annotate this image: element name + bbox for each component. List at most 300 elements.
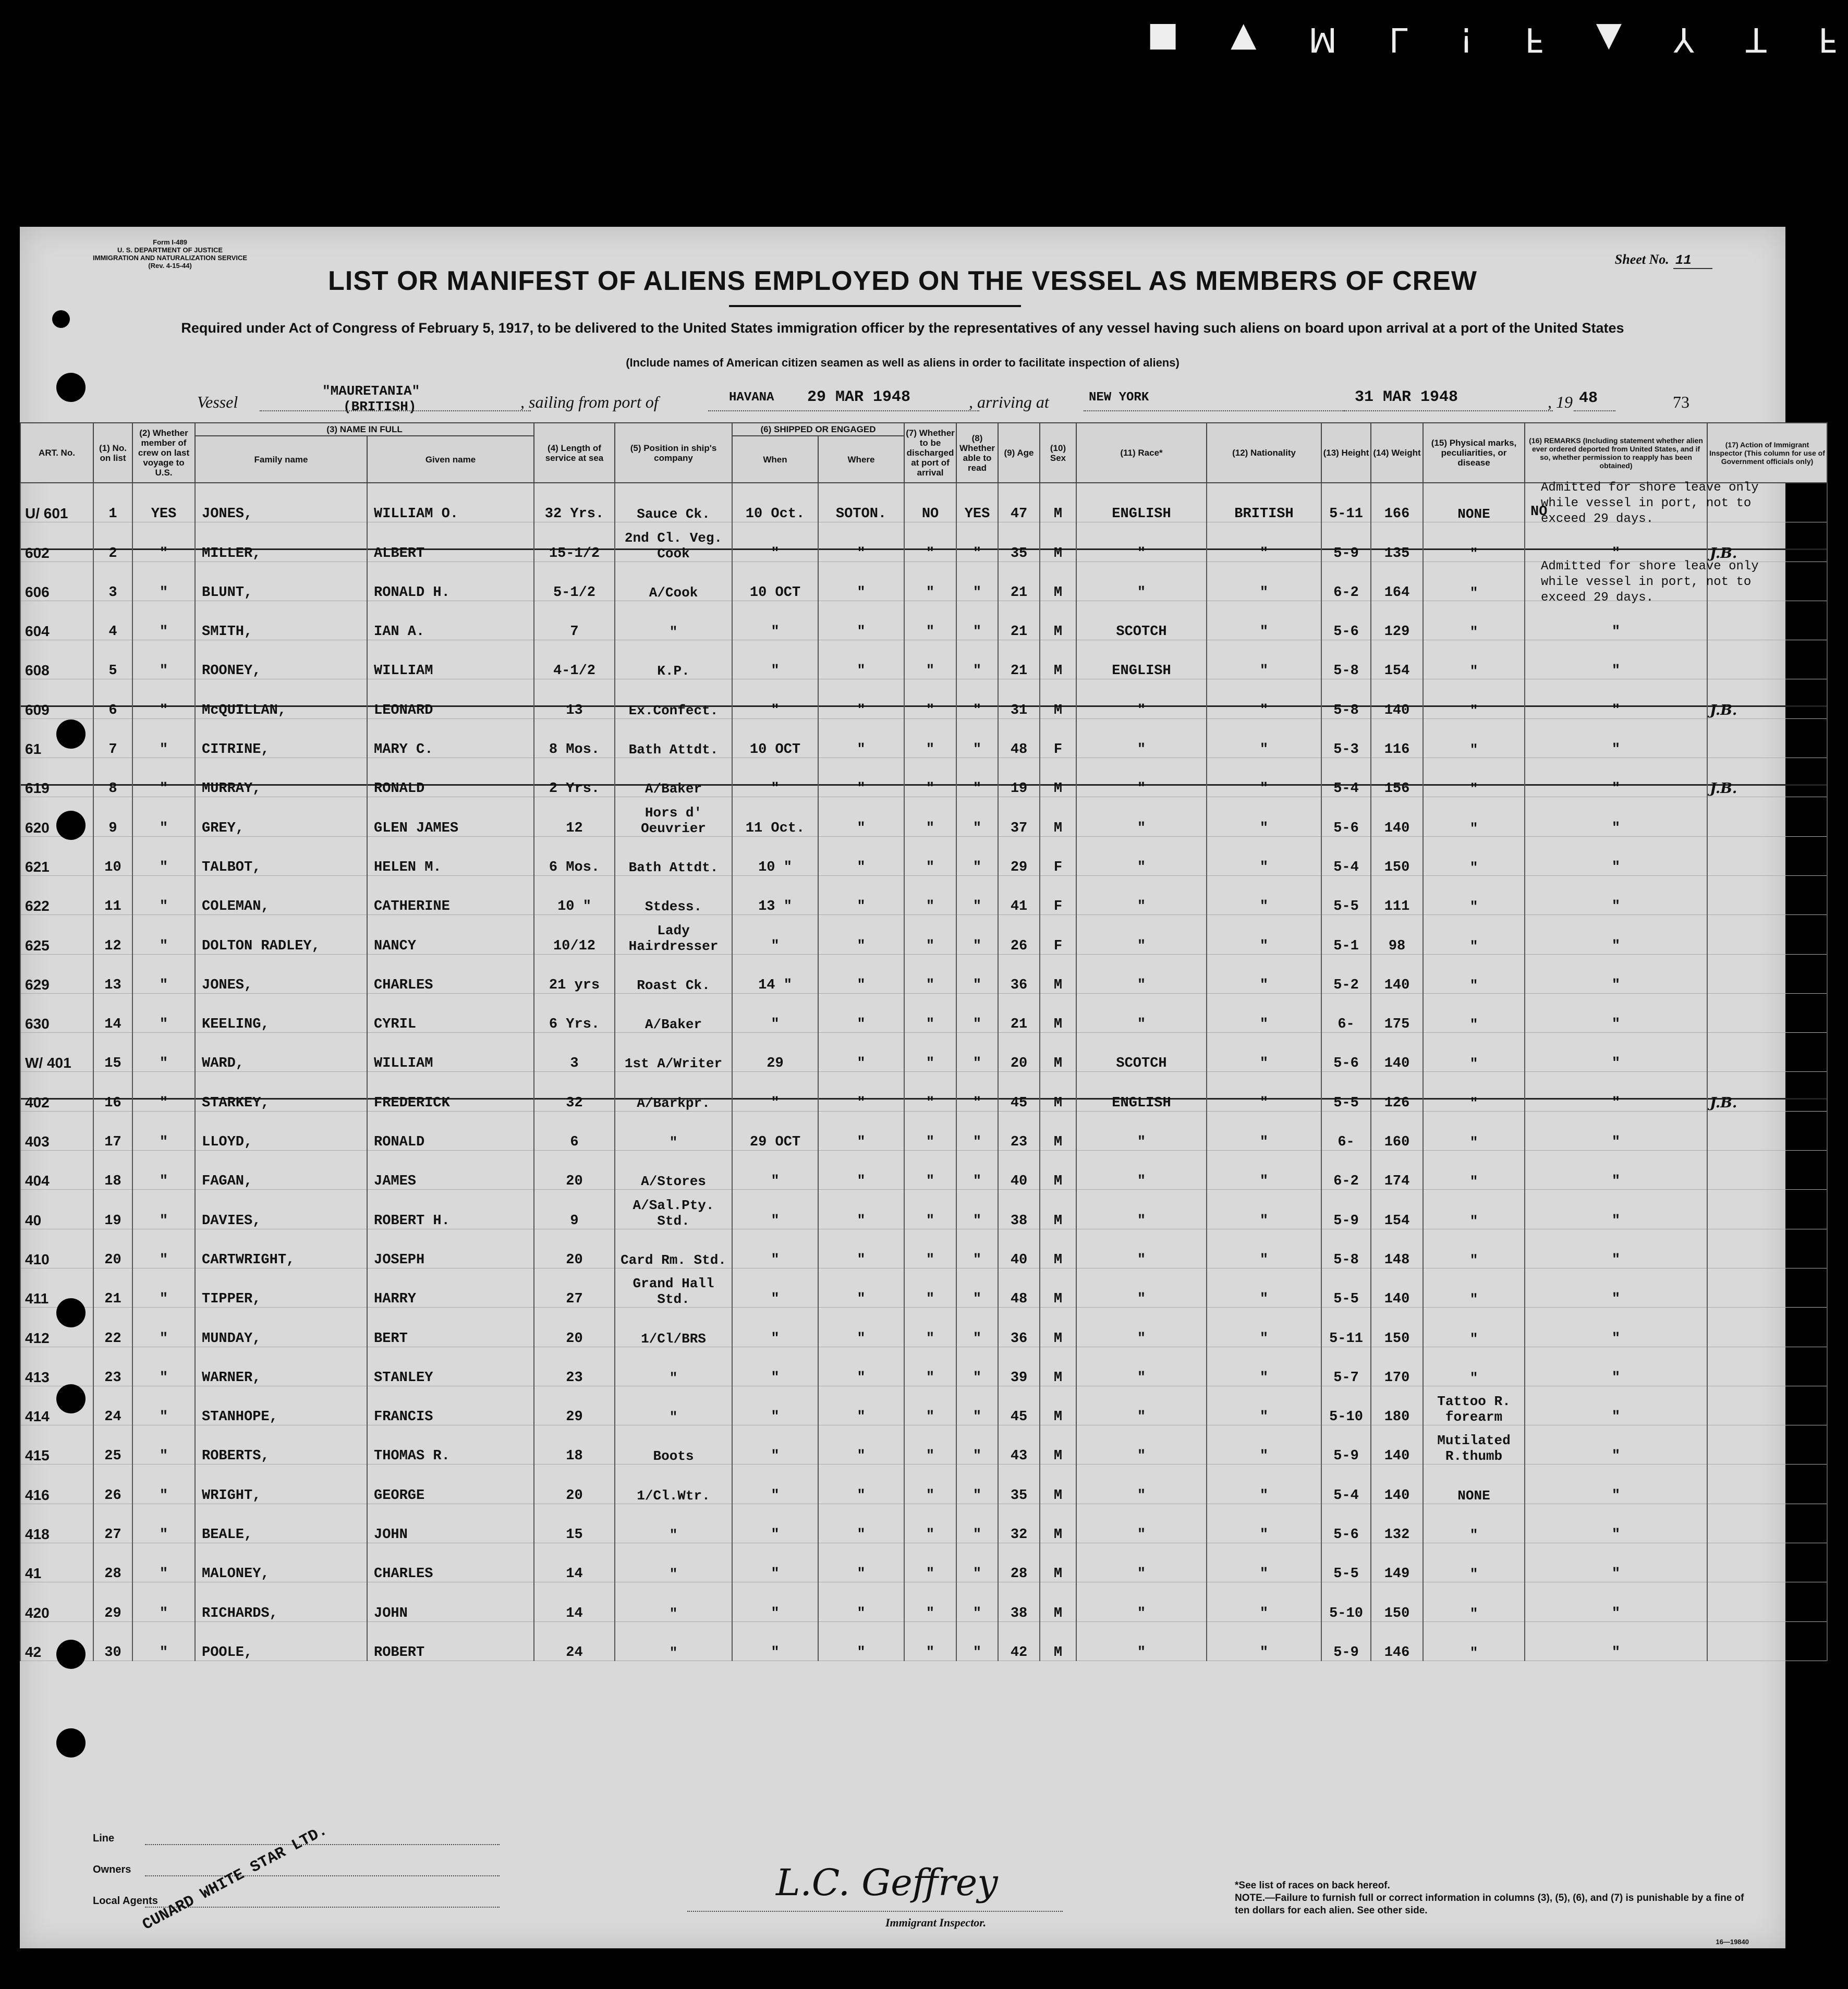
arrival-date: 31 MAR 1948 [1355,388,1458,406]
shipped-where: " [818,1072,904,1111]
family-name: SMITH, [195,601,367,640]
height: 5-8 [1321,1229,1371,1268]
sex: M [1040,1582,1076,1621]
age: 35 [998,522,1040,562]
inspector-action [1707,1425,1827,1465]
crew-row [20,483,1827,522]
film-mark: ! [1460,20,1473,58]
shipped-when: 10 OCT [732,718,818,758]
col-list-no: (1) No. on list [93,423,132,483]
inspector-action [1707,915,1827,954]
sex: M [1040,1229,1076,1268]
able-to-read: " [956,993,998,1032]
art-number: 630 [20,993,93,1032]
sex: M [1040,640,1076,679]
crew-row [20,601,1827,640]
last-voyage: " [132,1504,195,1543]
remarks: " [1525,1268,1707,1307]
nationality: " [1207,1268,1321,1307]
crew-row [20,1268,1827,1307]
last-voyage: " [132,1072,195,1111]
position: K.P. [615,640,732,679]
nationality: " [1207,875,1321,914]
family-name: DAVIES, [195,1190,367,1229]
race: " [1076,1504,1207,1543]
age: 40 [998,1229,1040,1268]
discharged: " [904,1151,956,1190]
given-name: GEORGE [367,1465,534,1504]
sex: F [1040,875,1076,914]
footer-notes [1235,1880,1756,1917]
list-number: 24 [93,1386,132,1425]
nationality: " [1207,1229,1321,1268]
port-from: HAVANA [729,391,774,405]
art-number: 413 [20,1347,93,1386]
shipped-where: " [818,679,904,718]
race: " [1076,1425,1207,1465]
height: 5-9 [1321,522,1371,562]
remarks: " [1525,993,1707,1032]
vessel-name: "MAURETANIA" [322,383,420,399]
able-to-read: " [956,1072,998,1111]
remarks: " [1525,1033,1707,1072]
weight: 140 [1371,1425,1423,1465]
shipped-where: " [818,1190,904,1229]
inspector-action: J.B. [1707,1072,1827,1111]
film-mark: L [1389,20,1408,58]
given-name: GLEN JAMES [367,797,534,836]
sex: M [1040,993,1076,1032]
weight: 149 [1371,1543,1423,1582]
art-number: 625 [20,915,93,954]
nationality: " [1207,522,1321,562]
discharged: " [904,954,956,993]
race: " [1076,1268,1207,1307]
shipped-when: " [732,640,818,679]
col-position: (5) Position in ship's company [615,423,732,483]
nationality: " [1207,1386,1321,1425]
family-name: BLUNT, [195,562,367,601]
sex: M [1040,601,1076,640]
age: 42 [998,1621,1040,1661]
punch-hole [56,811,86,840]
discharged: NO [904,483,956,522]
remarks: " [1525,1308,1707,1347]
last-voyage: " [132,1151,195,1190]
remarks: " [1525,679,1707,718]
inspector-action [1707,797,1827,836]
shipped-when: " [732,915,818,954]
inspector-action: J.B. [1707,679,1827,718]
list-number: 7 [93,718,132,758]
given-name: THOMAS R. [367,1425,534,1465]
crew-row [20,1072,1827,1111]
nationality: " [1207,1190,1321,1229]
able-to-read: " [956,1347,998,1386]
punch-hole [56,1298,86,1327]
age: 20 [998,1033,1040,1072]
weight: 148 [1371,1229,1423,1268]
nationality: " [1207,1621,1321,1661]
able-to-read: " [956,1386,998,1425]
age: 45 [998,1072,1040,1111]
weight: 140 [1371,1465,1423,1504]
height: 5-5 [1321,1072,1371,1111]
inspector-action [1707,1465,1827,1504]
given-name: WILLIAM [367,640,534,679]
height: 5-4 [1321,1465,1371,1504]
given-name: RONALD H. [367,562,534,601]
discharged: " [904,1504,956,1543]
list-number: 14 [93,993,132,1032]
shipped-where: " [818,1151,904,1190]
race: " [1076,758,1207,797]
family-name: WARD, [195,1033,367,1072]
port-to: NEW YORK [1089,391,1149,405]
sex: M [1040,483,1076,522]
height: 5-8 [1321,640,1371,679]
service-length: 3 [534,1033,615,1072]
physical-marks: " [1423,915,1525,954]
last-voyage: " [132,522,195,562]
family-name: ROBERTS, [195,1425,367,1465]
service-length: 23 [534,1347,615,1386]
shipped-when: 10 " [732,836,818,875]
document-subnote: (Include names of American citizen seamen as well as aliens in order to facilitate inspection of aliens) [626,356,1180,369]
last-voyage: YES [132,483,195,522]
age: 21 [998,640,1040,679]
age: 43 [998,1425,1040,1465]
inspector-action [1707,1229,1827,1268]
family-name: FAGAN, [195,1151,367,1190]
family-name: TIPPER, [195,1268,367,1307]
owners-label: Owners [93,1864,131,1875]
last-voyage: " [132,1621,195,1661]
physical-marks: " [1423,836,1525,875]
weight: 140 [1371,679,1423,718]
family-name: DOLTON RADLEY, [195,915,367,954]
form-print-code: 16—19840 [1716,1938,1749,1946]
last-voyage: " [132,1033,195,1072]
shipped-when: 11 Oct. [732,797,818,836]
discharged: " [904,1582,956,1621]
art-number: 608 [20,640,93,679]
crew-row [20,679,1827,718]
service-length: 14 [534,1582,615,1621]
family-name: RICHARDS, [195,1582,367,1621]
punch-hole [52,310,70,328]
inspector-action: J.B. [1707,522,1827,562]
shipped-where: " [818,601,904,640]
nationality: " [1207,1425,1321,1465]
weight: 98 [1371,915,1423,954]
art-number: 606 [20,562,93,601]
age: 38 [998,1582,1040,1621]
discharged: " [904,1386,956,1425]
shipped-where: " [818,1347,904,1386]
given-name: JAMES [367,1151,534,1190]
art-number: 411 [20,1268,93,1307]
col-sex: (10) Sex [1040,423,1076,483]
sex: M [1040,1151,1076,1190]
shipped-when: 10 OCT [732,562,818,601]
art-number: 609 [20,679,93,718]
position: Hors d' Oeuvrier [615,797,732,836]
remarks: " [1525,797,1707,836]
crew-row [20,915,1827,954]
physical-marks: " [1423,993,1525,1032]
height: 6-2 [1321,1151,1371,1190]
shipped-when: " [732,1072,818,1111]
able-to-read: " [956,562,998,601]
art-number: 403 [20,1111,93,1150]
shipped-when: 10 Oct. [732,483,818,522]
art-number: 604 [20,601,93,640]
height: 5-8 [1321,679,1371,718]
document-subtitle: Required under Act of Congress of February 5, 1917, to be delivered to the United States immigration officer by the representatives of any vessel having such aliens on board upon arrival at a port of the United States [181,320,1624,336]
able-to-read: " [956,1504,998,1543]
shipped-when: " [732,1386,818,1425]
art-number: 415 [20,1425,93,1465]
last-voyage: " [132,679,195,718]
remarks: " [1525,1347,1707,1386]
col-weight: (14) Weight [1371,423,1423,483]
height: 6-2 [1321,562,1371,601]
remarks: " [1525,1072,1707,1111]
able-to-read: " [956,915,998,954]
race: " [1076,1151,1207,1190]
sail-date: 29 MAR 1948 [807,388,911,406]
service-name: IMMIGRATION AND NATURALIZATION SERVICE [93,254,248,262]
remarks: " [1525,1151,1707,1190]
position: Lady Hairdresser [615,915,732,954]
service-length: 32 Yrs. [534,483,615,522]
crew-row [20,1111,1827,1150]
crew-row [20,1425,1827,1465]
given-name: FRANCIS [367,1386,534,1425]
sex: M [1040,1621,1076,1661]
inspector-action [1707,1308,1827,1347]
age: 21 [998,993,1040,1032]
film-mark: M [1308,20,1338,58]
shipped-when: " [732,679,818,718]
crew-row [20,797,1827,836]
list-number: 6 [93,679,132,718]
shipped-where: " [818,1543,904,1582]
family-name: KEELING, [195,993,367,1032]
last-voyage: " [132,836,195,875]
age: 36 [998,954,1040,993]
shipped-where: " [818,1465,904,1504]
art-number: 41 [20,1543,93,1582]
art-number: 412 [20,1308,93,1347]
shipped-when: " [732,1425,818,1465]
col-given-name: Given name [367,436,534,483]
family-name: COLEMAN, [195,875,367,914]
list-number: 20 [93,1229,132,1268]
able-to-read: " [956,522,998,562]
service-length: 12 [534,797,615,836]
sex: M [1040,1111,1076,1150]
able-to-read: " [956,954,998,993]
family-name: MALONEY, [195,1543,367,1582]
remarks: " [1525,1543,1707,1582]
vessel-flag: (BRITISH) [343,399,417,414]
height: 5-7 [1321,1347,1371,1386]
nationality: " [1207,1033,1321,1072]
discharged: " [904,1072,956,1111]
col-family-name: Family name [195,436,367,483]
shipped-where: " [818,1268,904,1307]
family-name: MILLER, [195,522,367,562]
inspector-action [1707,1347,1827,1386]
age: 45 [998,1386,1040,1425]
film-mark: T [1746,20,1767,58]
height: 5-3 [1321,718,1371,758]
able-to-read: " [956,640,998,679]
list-number: 25 [93,1425,132,1465]
shipped-where: " [818,1111,904,1150]
position: " [615,1347,732,1386]
physical-marks: Mutilated R.thumb [1423,1425,1525,1465]
inspector-action [1707,1190,1827,1229]
shipped-where: " [818,954,904,993]
shipped-where: " [818,875,904,914]
position: A/Cook [615,562,732,601]
physical-marks: " [1423,1308,1525,1347]
sex: M [1040,954,1076,993]
family-name: WRIGHT, [195,1465,367,1504]
remarks: " [1525,1621,1707,1661]
last-voyage: " [132,1347,195,1386]
service-length: 7 [534,601,615,640]
age: 23 [998,1111,1040,1150]
remarks [1525,481,1759,526]
film-edge-marks [1147,16,1838,63]
able-to-read: " [956,758,998,797]
family-name: ROONEY, [195,640,367,679]
given-name: MARY C. [367,718,534,758]
col-last-voyage: (2) Whether member of crew on last voyage to U.S. [132,423,195,483]
given-name: WILLIAM [367,1033,534,1072]
shipped-where: " [818,1504,904,1543]
list-number: 18 [93,1151,132,1190]
col-shipped-engaged: (6) SHIPPED OR ENGAGED [732,423,904,436]
sheet-label: Sheet No. [1614,252,1669,267]
family-name: McQUILLAN, [195,679,367,718]
last-voyage: " [132,1425,195,1465]
physical-marks: " [1423,1582,1525,1621]
weight: 166 [1371,483,1423,522]
vessel-line [20,383,1785,414]
physical-marks: " [1423,562,1525,601]
form-identifier [93,238,247,270]
inspector-signature: L.C. Geffrey [776,1861,998,1904]
position: " [615,1543,732,1582]
height: 5-9 [1321,1190,1371,1229]
race: " [1076,1111,1207,1150]
col-nationality: (12) Nationality [1207,423,1321,483]
race: ENGLISH [1076,1072,1207,1111]
shipped-when: " [732,993,818,1032]
height: 5-5 [1321,1543,1371,1582]
list-number: 22 [93,1308,132,1347]
col-remarks: (16) REMARKS (Including statement whether alien ever ordered deported from United States, and if so, whether permission to reapply has been obtained) [1525,423,1707,483]
list-number: 30 [93,1621,132,1661]
art-number: 402 [20,1072,93,1111]
inspector-action: J.B. [1707,758,1827,797]
nationality: " [1207,954,1321,993]
shipped-when: " [732,1268,818,1307]
shipped-where: " [818,562,904,601]
sex: M [1040,758,1076,797]
weight: 150 [1371,1308,1423,1347]
crew-row [20,993,1827,1032]
able-to-read: " [956,601,998,640]
discharged: " [904,1111,956,1150]
discharged: " [904,640,956,679]
able-to-read: " [956,1229,998,1268]
year-label: , 19 [1548,393,1573,411]
col-art-no: ART. No. [20,423,93,483]
height: 5-11 [1321,483,1371,522]
crew-manifest-sheet [20,227,1825,1948]
nationality: " [1207,797,1321,836]
family-name: CITRINE, [195,718,367,758]
sex: M [1040,1386,1076,1425]
punch-hole [56,1384,86,1413]
age: 26 [998,915,1040,954]
weight: 175 [1371,993,1423,1032]
family-name: JONES, [195,483,367,522]
crew-row [20,522,1827,562]
inspector-action [1707,993,1827,1032]
nationality: " [1207,1111,1321,1150]
list-number: 28 [93,1543,132,1582]
col-action: (17) Action of Immigrant Inspector (This column for use of Government officials only) [1707,423,1827,483]
position: Bath Attdt. [615,836,732,875]
service-length: 6 Yrs. [534,993,615,1032]
weight: 140 [1371,797,1423,836]
list-number: 19 [93,1190,132,1229]
nationality: " [1207,640,1321,679]
discharged: " [904,718,956,758]
weight: 116 [1371,718,1423,758]
races-note: *See list of races on back hereof. [1235,1880,1390,1891]
shipped-when: " [732,1504,818,1543]
shipped-when: 13 " [732,875,818,914]
position: " [615,1582,732,1621]
age: 31 [998,679,1040,718]
discharged: " [904,1308,956,1347]
col-able-read: (8) Whether able to read [956,423,998,483]
able-to-read: " [956,1425,998,1465]
col-when: When [732,436,818,483]
film-mark: F [1818,20,1838,58]
position: 1/Cl/BRS [615,1308,732,1347]
height: 5-9 [1321,1425,1371,1465]
sex: F [1040,718,1076,758]
form-revision: (Rev. 4-15-44) [148,262,192,270]
race: " [1076,836,1207,875]
list-number: 15 [93,1033,132,1072]
weight: 170 [1371,1347,1423,1386]
physical-marks: " [1423,1033,1525,1072]
discharged: " [904,1229,956,1268]
last-voyage: " [132,758,195,797]
crew-row [20,1033,1827,1072]
nationality: " [1207,758,1321,797]
